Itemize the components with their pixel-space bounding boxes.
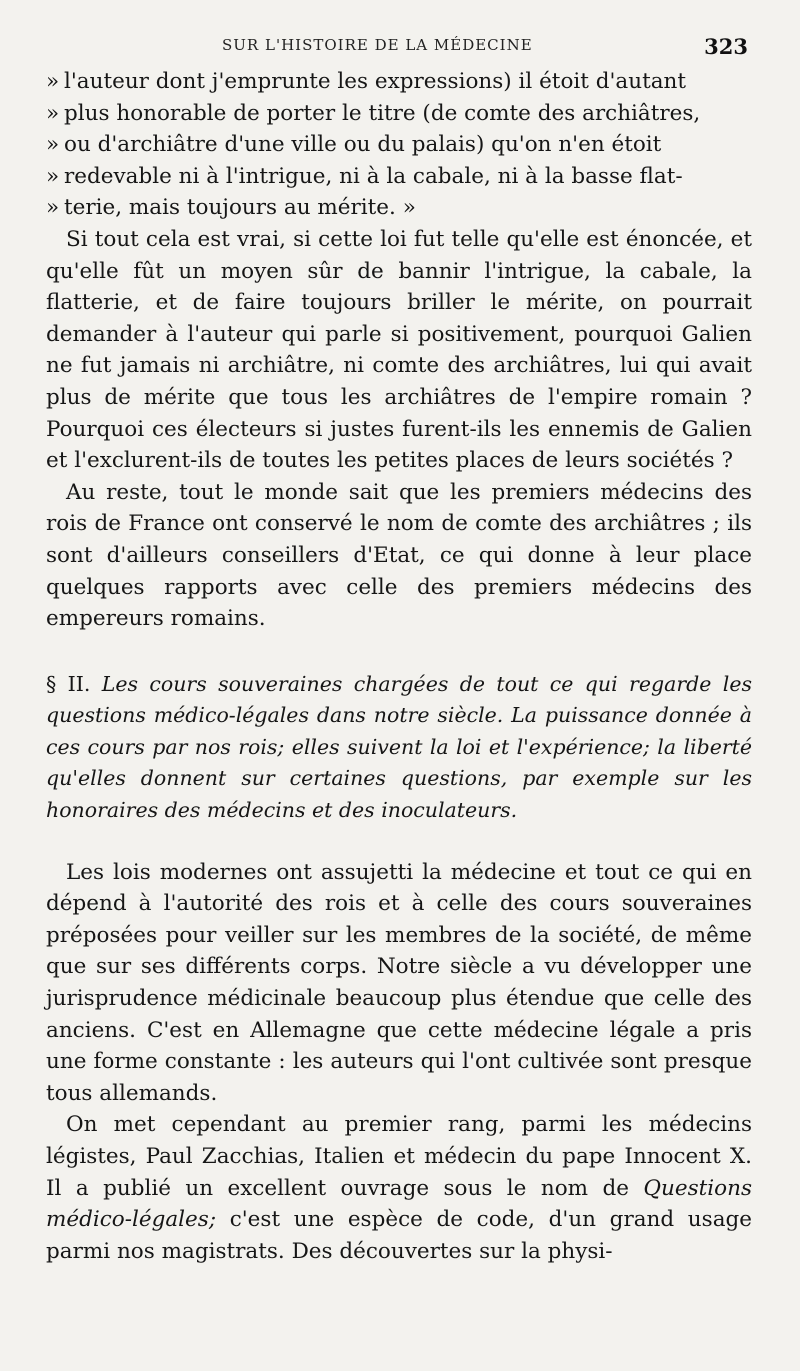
quote-line: » plus honorable de porter le titre (de comte des archiâtres, <box>46 98 752 130</box>
quote-line: » redevable ni à l'intrigue, ni à la cabale, ni à la basse flat- <box>46 161 752 193</box>
page-number: 323 <box>704 34 748 59</box>
quote-mark: » <box>46 195 60 221</box>
quote-mark: » <box>46 100 60 126</box>
running-head <box>46 34 752 62</box>
quote-line: » l'auteur dont j'emprunte les expressions) il étoit d'autant <box>46 66 752 98</box>
quote-mark: » <box>46 69 60 94</box>
quote-mark: » <box>46 163 60 189</box>
book-title: Questions médico-légales; <box>46 1175 752 1233</box>
quote-line: » ou d'archiâtre d'une ville ou du palais) qu'on n'en étoit <box>46 129 752 161</box>
paragraph-lois-modernes: Les lois modernes ont assujetti la médecine et tout ce qui en dépend à l'autorité des rois et à celle des cours souveraines préposées pour veiller sur les membres de la société, de même que sur ses différents corps. Notre siècle a vu développer une jurisprudence médicinale beaucoup plus étendue que celle des anciens. C'est en Allemagne que cette médecine légale a pris une forme constante : les auteurs qui l'ont cultivée sont presque tous allemands. <box>46 859 752 1106</box>
quote-mark: » <box>46 132 60 158</box>
paragraph-galien: Si tout cela est vrai, si cette loi fut telle qu'elle est énoncée, et qu'elle fût un moyen sûr de bannir l'intrigue, la cabale, la flatterie, et de faire toujours briller le mérite, on pourrait demander à l'auteur qui parle si positivement, pourquoi Galien ne fut jamais ni archiâtre, ni comte des archiâtres, lui qui avait plus de mérite que tous les archiâtres de l'empire romain ? Pourquoi ces électeurs si justes furent-ils les ennemis de Galien et l'exclurent-ils de toutes les petites places de leurs sociétés ? <box>46 226 752 474</box>
paragraph-comte-des-archiatres: Au reste, tout le monde sait que les premiers médecins des rois de France ont conservé le nom de comte des archiâtres ; ils sont d'ailleurs conseillers d'Etat, ce qui donne à leur place quelques rapports avec celle des premiers médecins des empereurs romains. <box>46 479 752 632</box>
section-number: § II. <box>46 671 91 696</box>
section-title: Les cours souveraines chargées de tout ce qui regarde les questions médico-légales dans notre siècle. La puissance donnée à ces cours par nos rois; elles suivent la loi et l'expérience; la liberté qu'elles donnent sur certaines questions, par exemple sur les honoraires des médecins et des inoculateurs. <box>46 671 752 823</box>
running-title: SUR L'HISTOIRE DE LA MÉDECINE <box>222 36 533 54</box>
section-heading <box>46 669 752 827</box>
quotation-continuation <box>46 66 752 224</box>
paragraph-zacchias: On met cependant au premier rang, parmi les médecins légistes, Paul Zacchias, Italien et médecin du pape Innocent X. Il a publié un excellent ouvrage sous le nom de Questions médico-légales; c'est une espèce de code, d'un grand usage parmi nos magistrats. Des découvertes sur la physi- <box>46 1112 752 1264</box>
quote-line: » terie, mais toujours au mérite. » <box>46 192 752 224</box>
